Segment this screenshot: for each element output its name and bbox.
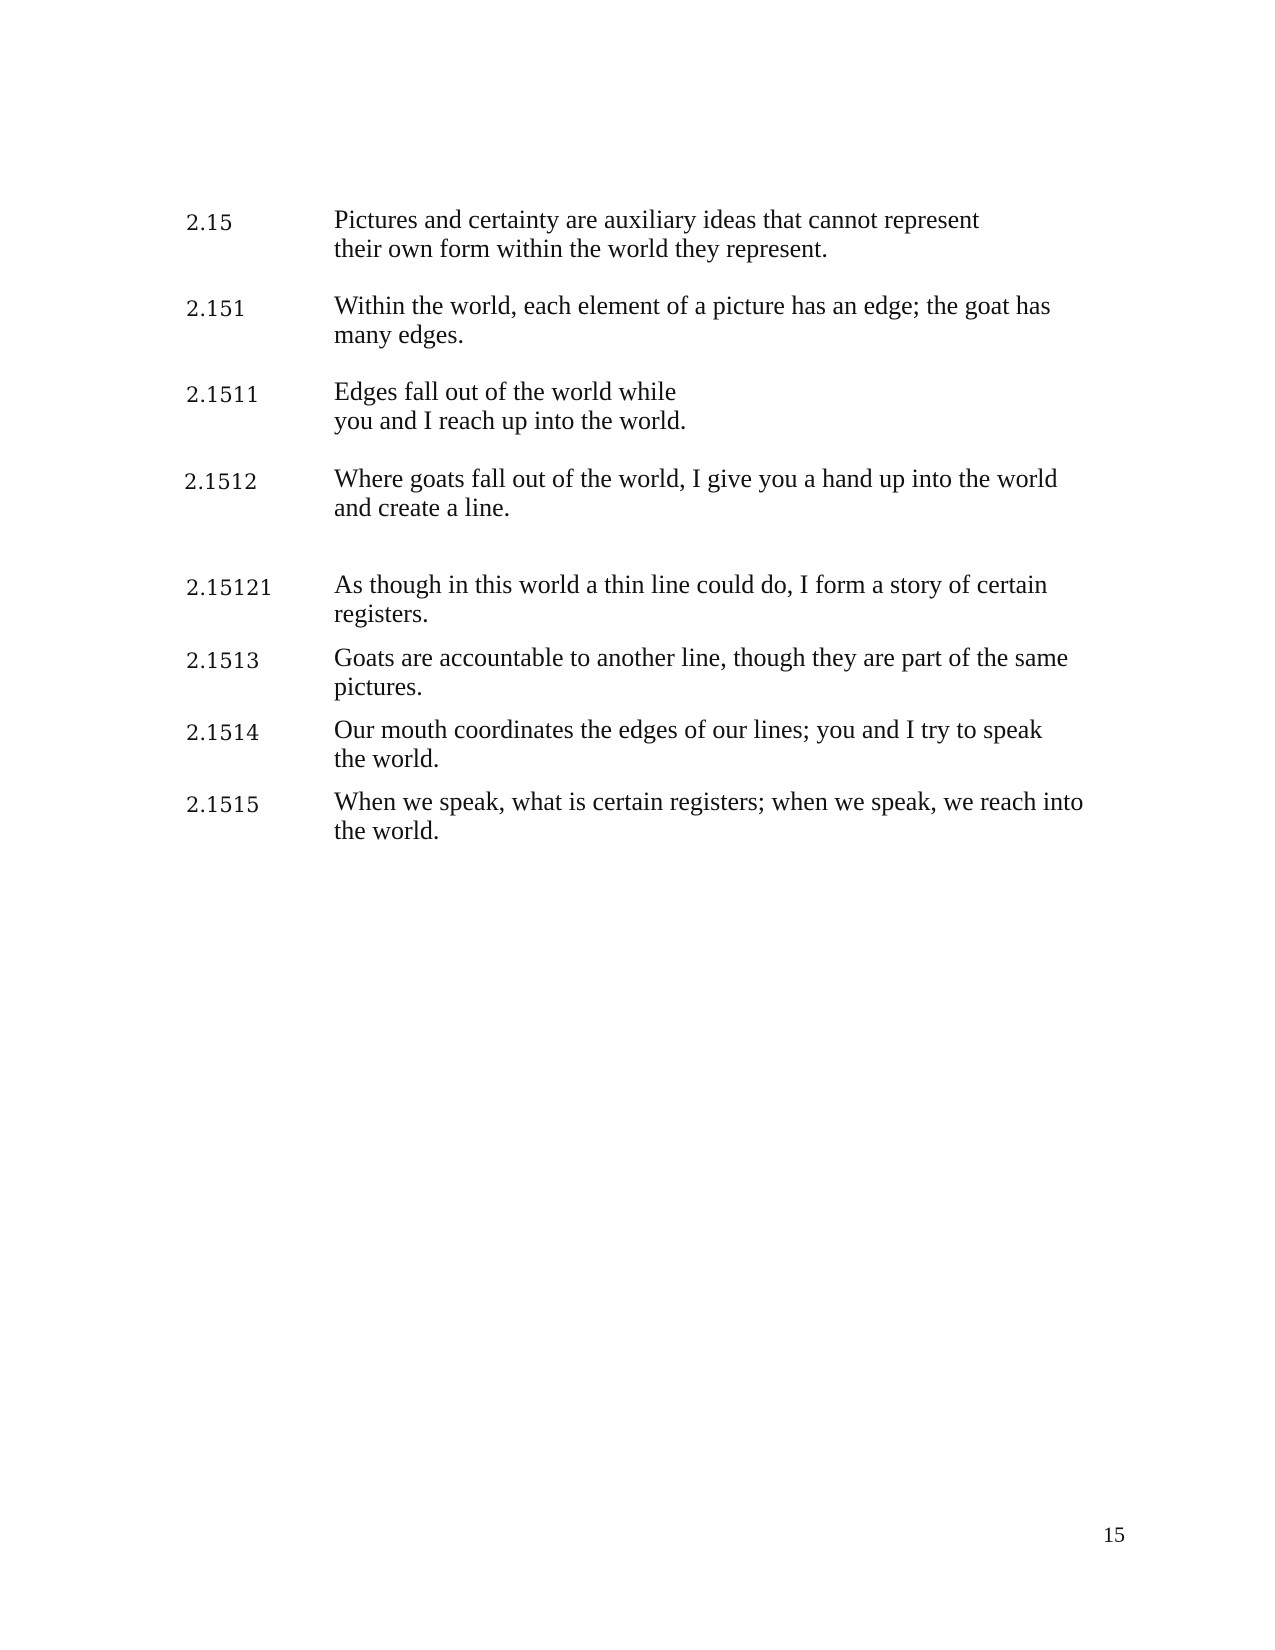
proposition-text — [334, 643, 1134, 701]
proposition-number: 2.1515 — [186, 793, 260, 817]
text-line: Our mouth coordinates the edges of our lines; you and I try to speak — [334, 715, 1043, 744]
text-line: Edges fall out of the world while — [334, 377, 677, 406]
text-line: As though in this world a thin line could do, I form a story of certain — [334, 570, 1048, 599]
proposition-number: 2.151 — [186, 297, 247, 321]
text-line: many edges. — [334, 320, 464, 349]
proposition-number: 2.1511 — [186, 383, 260, 407]
proposition-number: 2.15121 — [186, 576, 273, 600]
proposition-number: 2.1513 — [186, 649, 260, 673]
proposition-text — [334, 570, 1134, 628]
text-line: pictures. — [334, 672, 423, 701]
proposition-text — [334, 464, 1134, 522]
text-line: Pictures and certainty are auxiliary ideas that cannot represent — [334, 205, 980, 234]
text-line: the world. — [334, 816, 440, 845]
proposition-number: 2.15 — [186, 211, 233, 235]
text-line: their own form within the world they represent. — [334, 234, 828, 263]
text-line: Where goats fall out of the world, I give you a hand up into the world — [334, 464, 1058, 493]
text-line: the world. — [334, 744, 440, 773]
proposition-number: 2.1512 — [184, 470, 258, 494]
proposition-text — [334, 787, 1134, 845]
text-line: you and I reach up into the world. — [334, 406, 687, 435]
proposition-text — [334, 291, 1134, 349]
proposition-number: 2.1514 — [186, 721, 260, 745]
text-line: Goats are accountable to another line, though they are part of the same — [334, 643, 1069, 672]
text-line: registers. — [334, 599, 429, 628]
proposition-text — [334, 377, 1134, 435]
proposition-text — [334, 715, 1134, 773]
text-line: and create a line. — [334, 493, 511, 522]
text-line: Within the world, each element of a picture has an edge; the goat has — [334, 291, 1051, 320]
text-line: When we speak, what is certain registers; when we speak, we reach into — [334, 787, 1084, 816]
proposition-text — [334, 205, 1134, 263]
page-number: 15 — [1103, 1522, 1125, 1547]
